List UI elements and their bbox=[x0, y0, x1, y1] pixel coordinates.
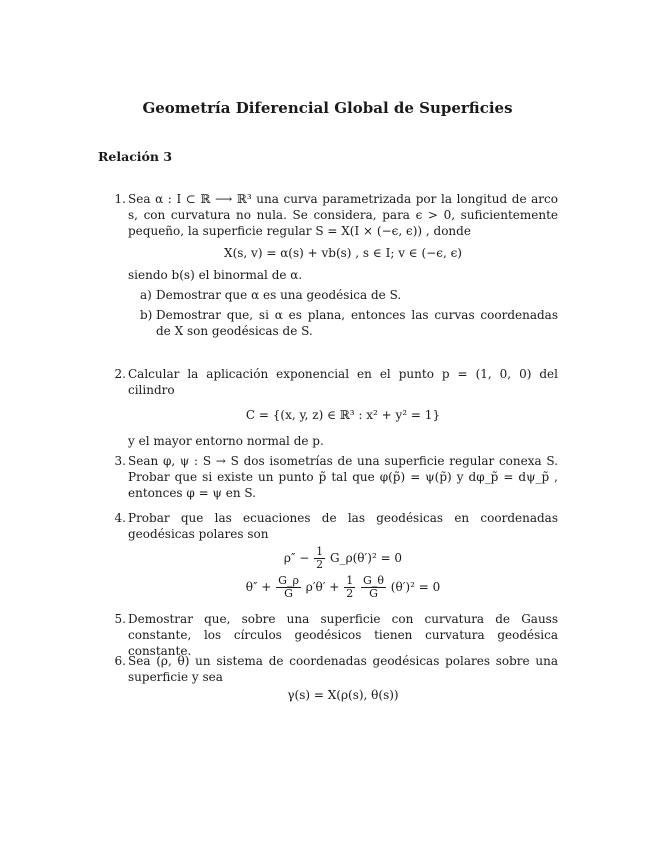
exercise-text: Calcular la aplicación exponencial en el punto p = (1, 0, 0) del cilindro bbox=[128, 367, 558, 397]
exercise-text: Probar que las ecuaciones de las geodésicas en coordenadas geodésicas polares son bbox=[128, 511, 558, 541]
exercise-number: 2. bbox=[114, 367, 126, 381]
exercise-number: 6. bbox=[114, 654, 126, 668]
section-heading: Relación 3 bbox=[98, 149, 173, 164]
equation: C = {(x, y, z) ∈ ℝ³ : x² + y² = 1} bbox=[245, 408, 441, 422]
exercise-text: Sean φ, ψ : S → S dos isometrías de una superficie regular conexa S. Probar que si existe un punto p̃ tal que φ(p̃) = ψ(p̃) y dφ_p̃ = dψ_p̃ , entonces φ = ψ en S. bbox=[128, 454, 558, 500]
exercise-text-after: siendo b(s) el binormal de α. bbox=[128, 268, 303, 282]
denominator: G bbox=[284, 587, 293, 600]
geodesic-equation-1 bbox=[128, 546, 558, 571]
numerator: 1 bbox=[346, 574, 354, 587]
numerator: G_θ bbox=[363, 574, 384, 587]
geodesic-equation-2 bbox=[128, 575, 558, 600]
page-title: Geometría Diferencial Global de Superficies bbox=[142, 99, 513, 117]
exercise-3 bbox=[110, 453, 558, 501]
numerator: 1 bbox=[316, 545, 324, 558]
fraction bbox=[361, 575, 386, 600]
subitem-b bbox=[140, 307, 558, 339]
denominator: G bbox=[369, 587, 378, 600]
subitem-text: Demostrar que, si α es plana, entonces las curvas coordenadas de X son geodésicas de S. bbox=[156, 308, 558, 338]
eq-term: (θ′)² = 0 bbox=[390, 580, 441, 594]
exercise-number: 4. bbox=[114, 511, 126, 525]
exercise-text: Sea α : I ⊂ ℝ ⟶ ℝ³ una curva parametrizada por la longitud de arco s, con curvatura no nula. Se considera, para ϵ > 0, suficientemente pequeño, la superficie regular S = X(I × (−ϵ, ϵ)) , donde bbox=[128, 192, 558, 238]
equation: γ(s) = X(ρ(s), θ(s)) bbox=[287, 688, 399, 702]
denominator: 2 bbox=[346, 587, 354, 600]
exercise-number: 1. bbox=[114, 192, 126, 206]
exercise-1 bbox=[110, 191, 558, 339]
fraction bbox=[276, 575, 301, 600]
eq-term: θ″ + bbox=[245, 580, 272, 594]
subitem-text: Demostrar que α es una geodésica de S. bbox=[156, 288, 402, 302]
eq-term: G_ρ(θ′)² = 0 bbox=[329, 551, 403, 565]
equation: X(s, v) = α(s) + vb(s) , s ∈ I; v ∈ (−ϵ, ϵ) bbox=[224, 246, 462, 260]
denominator: 2 bbox=[316, 558, 324, 571]
exercise-text: Sea (ρ, θ) un sistema de coordenadas geodésicas polares sobre una superficie y sea bbox=[128, 654, 558, 684]
numerator: G_ρ bbox=[278, 574, 299, 587]
fraction bbox=[314, 546, 325, 571]
subitem-label: b) bbox=[140, 308, 153, 322]
exercise-number: 5. bbox=[114, 612, 126, 626]
exercise-text: Demostrar que, sobre una superficie con curvatura de Gauss constante, los círculos geodésicos tienen curvatura geodésica constante. bbox=[128, 612, 558, 658]
exercise-5 bbox=[110, 611, 558, 659]
eq-term: ρ″ − bbox=[283, 551, 310, 565]
subitem-label: a) bbox=[140, 288, 152, 302]
fraction bbox=[344, 575, 355, 600]
exercise-2 bbox=[110, 366, 558, 449]
exercise-6 bbox=[110, 653, 558, 705]
exercise-4 bbox=[110, 510, 558, 600]
exercise-text-after: y el mayor entorno normal de p. bbox=[128, 434, 324, 448]
eq-term: ρ′θ′ + bbox=[305, 580, 340, 594]
subitem-a bbox=[140, 287, 558, 303]
exercise-number: 3. bbox=[114, 454, 126, 468]
